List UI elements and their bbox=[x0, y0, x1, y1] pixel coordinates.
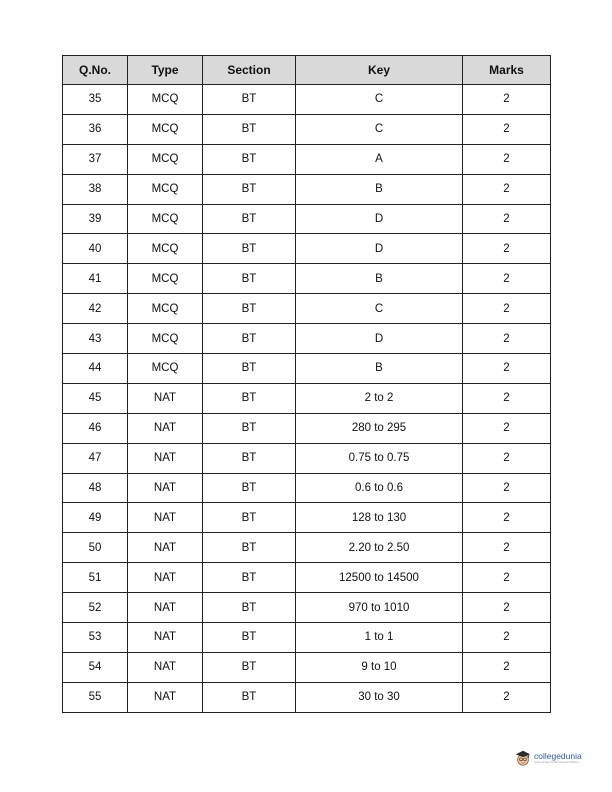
cell-qno: 39 bbox=[63, 204, 128, 234]
cell-section: BT bbox=[203, 204, 296, 234]
cell-key: B bbox=[296, 354, 463, 384]
watermark-brand: collegedunia bbox=[534, 750, 582, 761]
cell-section: BT bbox=[203, 324, 296, 354]
cell-qno: 48 bbox=[63, 473, 128, 503]
table-row bbox=[63, 354, 551, 384]
table-row bbox=[63, 503, 551, 533]
cell-key: D bbox=[296, 234, 463, 264]
cell-type: MCQ bbox=[128, 324, 203, 354]
cell-key: 1 to 1 bbox=[296, 623, 463, 653]
cell-qno: 43 bbox=[63, 324, 128, 354]
table-row bbox=[63, 623, 551, 653]
cell-type: NAT bbox=[128, 443, 203, 473]
cell-type: MCQ bbox=[128, 354, 203, 384]
table-row bbox=[63, 264, 551, 294]
cell-section: BT bbox=[203, 114, 296, 144]
cell-key: 30 to 30 bbox=[296, 682, 463, 712]
cell-key: B bbox=[296, 264, 463, 294]
cell-section: BT bbox=[203, 383, 296, 413]
cell-section: BT bbox=[203, 443, 296, 473]
table-row bbox=[63, 234, 551, 264]
cell-section: BT bbox=[203, 174, 296, 204]
cell-type: MCQ bbox=[128, 174, 203, 204]
cell-qno: 46 bbox=[63, 413, 128, 443]
cell-marks: 2 bbox=[463, 682, 551, 712]
table-row bbox=[63, 652, 551, 682]
cell-marks: 2 bbox=[463, 593, 551, 623]
cell-type: MCQ bbox=[128, 85, 203, 115]
table-header bbox=[63, 56, 551, 85]
cell-marks: 2 bbox=[463, 652, 551, 682]
cell-key: C bbox=[296, 85, 463, 115]
table-row bbox=[63, 473, 551, 503]
cell-qno: 44 bbox=[63, 354, 128, 384]
cell-marks: 2 bbox=[463, 144, 551, 174]
cell-qno: 42 bbox=[63, 294, 128, 324]
cell-qno: 41 bbox=[63, 264, 128, 294]
cell-section: BT bbox=[203, 503, 296, 533]
cell-type: NAT bbox=[128, 413, 203, 443]
cell-section: BT bbox=[203, 682, 296, 712]
cell-type: MCQ bbox=[128, 114, 203, 144]
cell-key: D bbox=[296, 324, 463, 354]
header-section: Section bbox=[203, 56, 296, 85]
cell-section: BT bbox=[203, 413, 296, 443]
table-row bbox=[63, 443, 551, 473]
cell-section: BT bbox=[203, 144, 296, 174]
cell-key: D bbox=[296, 204, 463, 234]
cell-qno: 40 bbox=[63, 234, 128, 264]
table-row bbox=[63, 413, 551, 443]
header-type: Type bbox=[128, 56, 203, 85]
table-row bbox=[63, 593, 551, 623]
cell-type: NAT bbox=[128, 652, 203, 682]
cell-qno: 50 bbox=[63, 533, 128, 563]
cell-qno: 52 bbox=[63, 593, 128, 623]
cell-marks: 2 bbox=[463, 443, 551, 473]
cell-qno: 37 bbox=[63, 144, 128, 174]
cell-type: NAT bbox=[128, 593, 203, 623]
table-row bbox=[63, 174, 551, 204]
table-row bbox=[63, 324, 551, 354]
cell-marks: 2 bbox=[463, 473, 551, 503]
watermark-text bbox=[534, 752, 582, 765]
cell-type: NAT bbox=[128, 383, 203, 413]
cell-type: NAT bbox=[128, 623, 203, 653]
cell-key: 280 to 295 bbox=[296, 413, 463, 443]
cell-qno: 54 bbox=[63, 652, 128, 682]
cell-qno: 49 bbox=[63, 503, 128, 533]
cell-marks: 2 bbox=[463, 623, 551, 653]
cell-section: BT bbox=[203, 234, 296, 264]
table-row bbox=[63, 383, 551, 413]
cell-marks: 2 bbox=[463, 204, 551, 234]
cell-section: BT bbox=[203, 533, 296, 563]
cell-marks: 2 bbox=[463, 174, 551, 204]
cell-marks: 2 bbox=[463, 563, 551, 593]
cell-marks: 2 bbox=[463, 383, 551, 413]
header-row bbox=[63, 56, 551, 85]
cell-marks: 2 bbox=[463, 354, 551, 384]
cell-section: BT bbox=[203, 652, 296, 682]
table-row bbox=[63, 294, 551, 324]
answer-key-table bbox=[62, 55, 551, 713]
cell-type: NAT bbox=[128, 533, 203, 563]
cell-key: C bbox=[296, 114, 463, 144]
cell-key: 2 to 2 bbox=[296, 383, 463, 413]
cell-key: C bbox=[296, 294, 463, 324]
cell-type: MCQ bbox=[128, 294, 203, 324]
cell-section: BT bbox=[203, 264, 296, 294]
cell-type: NAT bbox=[128, 682, 203, 712]
cell-marks: 2 bbox=[463, 114, 551, 144]
cell-qno: 47 bbox=[63, 443, 128, 473]
cell-section: BT bbox=[203, 473, 296, 503]
cell-key: 9 to 10 bbox=[296, 652, 463, 682]
cell-type: NAT bbox=[128, 473, 203, 503]
table-row bbox=[63, 144, 551, 174]
cell-key: A bbox=[296, 144, 463, 174]
table-row bbox=[63, 114, 551, 144]
cell-marks: 2 bbox=[463, 264, 551, 294]
cell-key: B bbox=[296, 174, 463, 204]
cell-section: BT bbox=[203, 85, 296, 115]
collegedunia-watermark bbox=[514, 749, 582, 767]
cell-marks: 2 bbox=[463, 533, 551, 563]
cell-key: 12500 to 14500 bbox=[296, 563, 463, 593]
header-qno: Q.No. bbox=[63, 56, 128, 85]
table-row bbox=[63, 533, 551, 563]
table-body bbox=[63, 85, 551, 713]
cell-section: BT bbox=[203, 593, 296, 623]
table-row bbox=[63, 85, 551, 115]
cell-marks: 2 bbox=[463, 85, 551, 115]
header-marks: Marks bbox=[463, 56, 551, 85]
cell-qno: 55 bbox=[63, 682, 128, 712]
cell-section: BT bbox=[203, 623, 296, 653]
cell-key: 0.6 to 0.6 bbox=[296, 473, 463, 503]
cell-type: MCQ bbox=[128, 264, 203, 294]
cell-section: BT bbox=[203, 294, 296, 324]
cell-key: 970 to 1010 bbox=[296, 593, 463, 623]
cell-marks: 2 bbox=[463, 234, 551, 264]
cell-marks: 2 bbox=[463, 324, 551, 354]
cell-key: 2.20 to 2.50 bbox=[296, 533, 463, 563]
cell-marks: 2 bbox=[463, 503, 551, 533]
table-row bbox=[63, 563, 551, 593]
cell-qno: 36 bbox=[63, 114, 128, 144]
cell-qno: 53 bbox=[63, 623, 128, 653]
cell-section: BT bbox=[203, 354, 296, 384]
header-key: Key bbox=[296, 56, 463, 85]
cell-key: 128 to 130 bbox=[296, 503, 463, 533]
cell-qno: 35 bbox=[63, 85, 128, 115]
cell-qno: 45 bbox=[63, 383, 128, 413]
cell-key: 0.75 to 0.75 bbox=[296, 443, 463, 473]
cell-type: NAT bbox=[128, 503, 203, 533]
cell-qno: 51 bbox=[63, 563, 128, 593]
table-row bbox=[63, 682, 551, 712]
cell-section: BT bbox=[203, 563, 296, 593]
table-row bbox=[63, 204, 551, 234]
watermark-tagline: India's largest Student Review Platform bbox=[534, 760, 580, 764]
cell-type: MCQ bbox=[128, 144, 203, 174]
cell-type: MCQ bbox=[128, 234, 203, 264]
cell-type: MCQ bbox=[128, 204, 203, 234]
cell-marks: 2 bbox=[463, 294, 551, 324]
cell-type: NAT bbox=[128, 563, 203, 593]
cell-marks: 2 bbox=[463, 413, 551, 443]
cell-qno: 38 bbox=[63, 174, 128, 204]
graduate-mascot-icon bbox=[514, 749, 532, 767]
